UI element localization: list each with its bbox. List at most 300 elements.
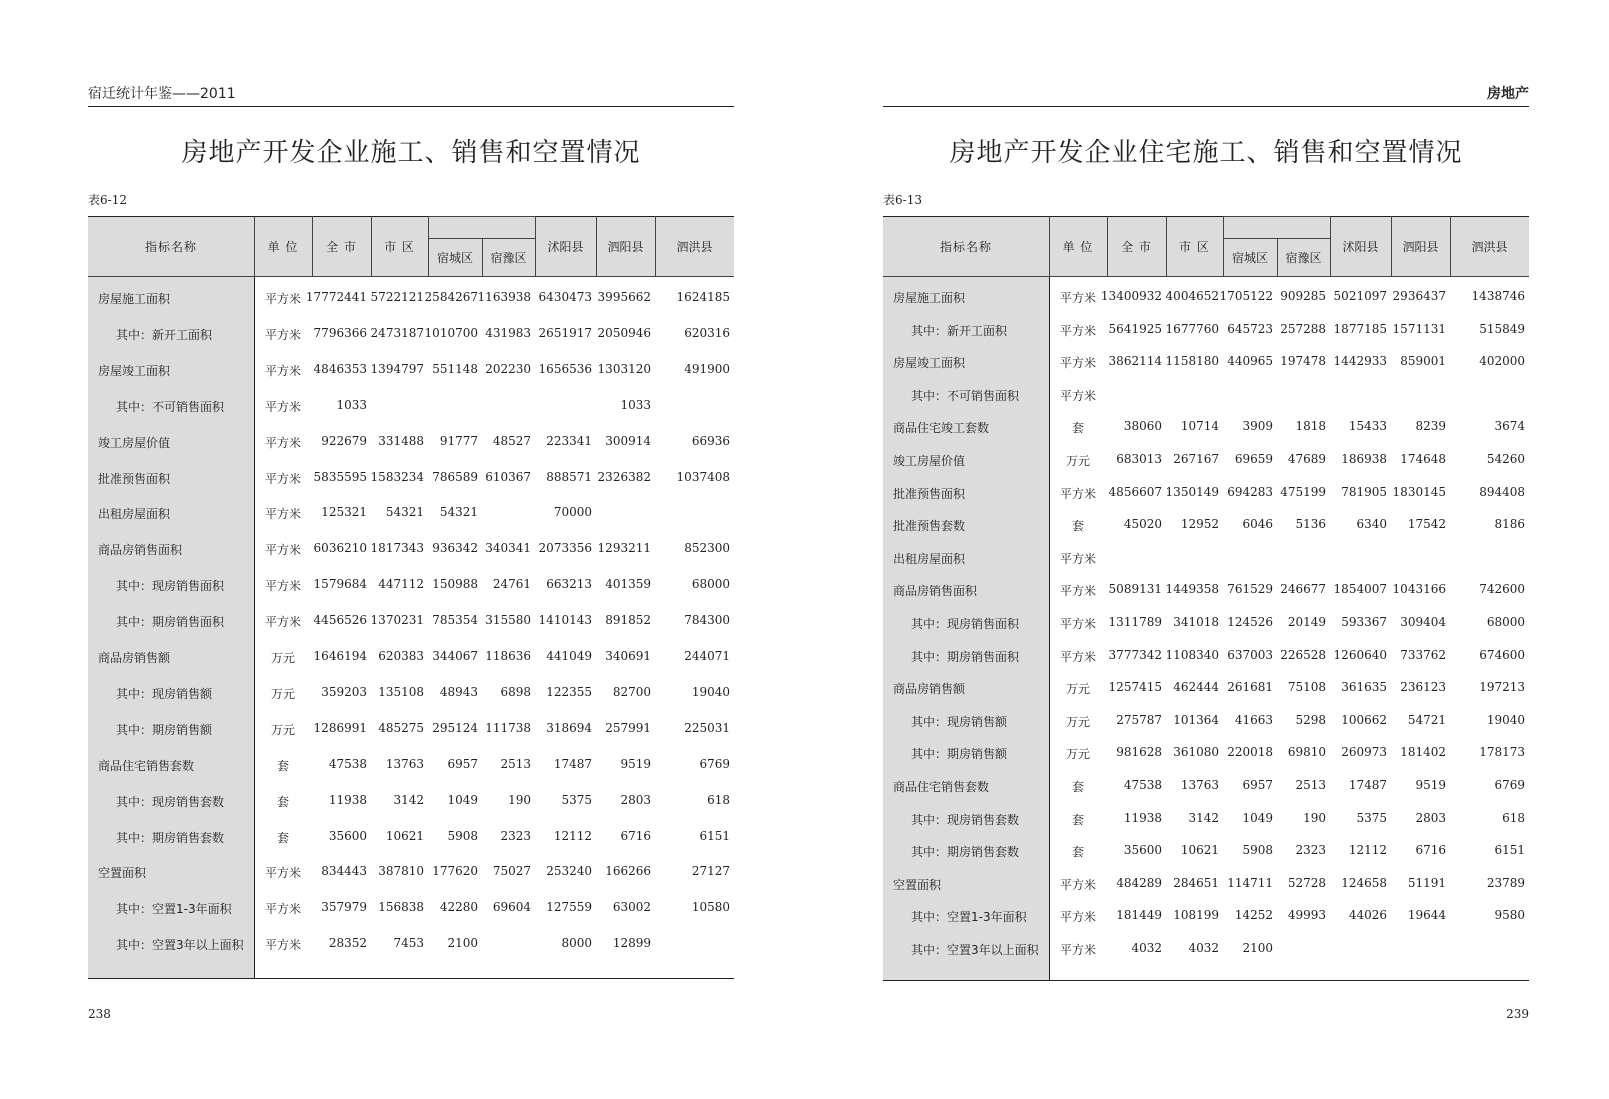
row-value: 1854007 bbox=[1333, 582, 1387, 597]
row-unit: 套 bbox=[276, 830, 289, 845]
row-label: 商品房销售面积 bbox=[98, 543, 183, 558]
table-bottom-rule bbox=[883, 980, 1529, 981]
row-value: 1571131 bbox=[1392, 321, 1446, 336]
row-value: 49993 bbox=[1287, 908, 1326, 923]
row-value: 733762 bbox=[1400, 647, 1446, 662]
table-row bbox=[88, 685, 734, 701]
table-row bbox=[88, 649, 734, 665]
row-value: 645723 bbox=[1227, 321, 1273, 336]
header-divider bbox=[428, 216, 429, 276]
row-value: 68000 bbox=[1486, 615, 1525, 629]
row-value: 5641925 bbox=[1108, 321, 1162, 336]
row-value: 1394797 bbox=[370, 361, 424, 376]
row-value: 9519 bbox=[1415, 778, 1446, 792]
row-value: 75108 bbox=[1287, 680, 1326, 695]
row-label: 其中：空置3年以上面积 bbox=[116, 938, 244, 953]
row-value: 12112 bbox=[1348, 843, 1387, 858]
row-label: 出租房屋面积 bbox=[893, 551, 966, 566]
table-row bbox=[883, 550, 1529, 566]
table-row bbox=[883, 452, 1529, 468]
row-unit: 平方米 bbox=[1059, 486, 1096, 501]
row-value: 401359 bbox=[605, 577, 651, 592]
table-top-rule bbox=[883, 216, 1529, 217]
row-value: 17772441 bbox=[305, 290, 367, 304]
page-number: 239 bbox=[1506, 1007, 1529, 1021]
table-row bbox=[88, 613, 734, 629]
row-value: 361635 bbox=[1341, 680, 1387, 695]
table-row bbox=[883, 941, 1529, 957]
row-value: 4032 bbox=[1131, 941, 1162, 955]
row-unit: 平方米 bbox=[1059, 617, 1096, 631]
table-row bbox=[88, 864, 734, 880]
row-value: 1818 bbox=[1295, 419, 1326, 434]
row-label: 房屋施工面积 bbox=[893, 291, 966, 305]
row-value: 197478 bbox=[1280, 354, 1326, 369]
table-row bbox=[88, 757, 734, 773]
running-head-text: 房地产 bbox=[1487, 86, 1529, 102]
row-value: 20149 bbox=[1287, 615, 1326, 629]
row-value: 341018 bbox=[1173, 615, 1219, 629]
row-value: 2513 bbox=[500, 756, 531, 771]
row-unit: 平方米 bbox=[264, 615, 301, 630]
row-value: 1108340 bbox=[1165, 647, 1219, 662]
row-value: 694283 bbox=[1227, 484, 1273, 499]
row-label: 空置面积 bbox=[98, 866, 147, 881]
header-unit: 单 位 bbox=[1062, 240, 1094, 254]
row-value: 13763 bbox=[385, 756, 424, 771]
row-unit: 平方米 bbox=[1059, 910, 1096, 925]
header-rule bbox=[883, 276, 1529, 277]
row-value: 6957 bbox=[1242, 778, 1273, 792]
row-value: 2803 bbox=[620, 792, 651, 807]
row-value: 19040 bbox=[691, 684, 730, 699]
row-value: 402000 bbox=[1479, 354, 1525, 369]
row-unit: 平方米 bbox=[264, 543, 301, 558]
header-sucheng: 宿城区 bbox=[436, 251, 473, 265]
row-label: 其中：期房销售面积 bbox=[116, 615, 225, 630]
row-value: 2936437 bbox=[1392, 289, 1446, 303]
table-row bbox=[883, 615, 1529, 631]
row-label: 其中：期房销售套数 bbox=[116, 830, 225, 845]
row-value: 181402 bbox=[1400, 745, 1446, 760]
row-value: 257288 bbox=[1280, 321, 1326, 336]
row-value: 2073356 bbox=[538, 541, 592, 556]
row-value: 1286991 bbox=[313, 720, 367, 735]
row-value: 1260640 bbox=[1333, 647, 1387, 662]
row-value: 3862114 bbox=[1108, 354, 1162, 369]
row-unit: 平方米 bbox=[264, 363, 301, 378]
row-value: 174648 bbox=[1400, 452, 1446, 466]
row-value: 2050946 bbox=[597, 325, 651, 340]
row-value: 12952 bbox=[1180, 517, 1219, 532]
row-value: 5908 bbox=[447, 828, 478, 843]
row-value: 54321 bbox=[439, 505, 478, 520]
row-value: 551148 bbox=[432, 361, 478, 376]
row-label: 房屋竣工面积 bbox=[98, 363, 171, 378]
row-value: 253240 bbox=[546, 864, 592, 879]
row-value: 5835595 bbox=[313, 469, 367, 484]
row-value: 190 bbox=[1303, 810, 1326, 825]
row-value: 8000 bbox=[561, 936, 592, 951]
row-value: 9580 bbox=[1494, 908, 1525, 923]
row-value: 2513 bbox=[1295, 778, 1326, 792]
row-value: 70000 bbox=[553, 505, 592, 520]
row-value: 275787 bbox=[1116, 712, 1162, 727]
table-number: 表6-13 bbox=[883, 193, 922, 207]
row-value: 190 bbox=[508, 792, 531, 807]
data-table bbox=[88, 216, 734, 978]
row-value: 10621 bbox=[1180, 843, 1219, 858]
row-label: 批准预售面积 bbox=[98, 471, 171, 486]
row-label: 其中：期房销售面积 bbox=[911, 649, 1020, 664]
row-value: 1033 bbox=[336, 397, 367, 412]
row-value: 261681 bbox=[1227, 680, 1273, 695]
row-value: 2473187 bbox=[370, 325, 424, 340]
row-value: 7796366 bbox=[313, 325, 367, 340]
row-label: 其中：现房销售套数 bbox=[116, 794, 225, 809]
row-value: 6036210 bbox=[313, 541, 367, 556]
row-value: 6716 bbox=[1415, 843, 1446, 858]
table-row bbox=[88, 900, 734, 916]
row-value: 1442933 bbox=[1333, 354, 1387, 369]
header-siyang: 泗阳县 bbox=[1402, 240, 1439, 254]
row-value: 44026 bbox=[1348, 908, 1387, 923]
row-value: 5375 bbox=[1356, 810, 1387, 825]
row-unit: 平方米 bbox=[1059, 649, 1096, 664]
row-unit: 平方米 bbox=[1059, 356, 1096, 371]
row-value: 35600 bbox=[328, 828, 367, 843]
row-value: 225031 bbox=[684, 720, 730, 735]
header-total: 全 市 bbox=[1121, 240, 1152, 254]
row-value: 8186 bbox=[1494, 517, 1525, 532]
row-value: 1303120 bbox=[597, 361, 651, 376]
row-value: 4456526 bbox=[313, 613, 367, 628]
row-value: 27127 bbox=[691, 864, 730, 879]
row-label: 其中：期房销售额 bbox=[911, 747, 1008, 762]
row-value: 127559 bbox=[546, 900, 592, 915]
row-label: 其中：空置3年以上面积 bbox=[911, 943, 1039, 957]
row-value: 122355 bbox=[546, 684, 592, 699]
table-row bbox=[883, 387, 1529, 403]
row-value: 786589 bbox=[432, 469, 478, 484]
row-value: 331488 bbox=[378, 433, 424, 448]
row-value: 41663 bbox=[1234, 712, 1273, 727]
row-value: 1350149 bbox=[1165, 484, 1219, 499]
row-value: 51191 bbox=[1407, 875, 1446, 890]
row-unit: 万元 bbox=[1065, 747, 1090, 762]
row-value: 2651917 bbox=[538, 325, 592, 340]
row-value: 683013 bbox=[1116, 452, 1162, 466]
row-value: 431983 bbox=[485, 325, 531, 340]
table-row bbox=[883, 354, 1529, 370]
row-unit: 套 bbox=[276, 794, 289, 809]
row-unit: 万元 bbox=[270, 651, 295, 665]
row-value: 5722121 bbox=[370, 290, 424, 304]
header-indicator-name: 指标名称 bbox=[939, 240, 992, 254]
row-value: 637003 bbox=[1227, 647, 1273, 662]
row-value: 45020 bbox=[1123, 517, 1162, 532]
row-label: 商品房销售面积 bbox=[893, 584, 978, 599]
table-row bbox=[88, 829, 734, 845]
table-row bbox=[883, 745, 1529, 761]
row-label: 其中：现房销售额 bbox=[911, 714, 1008, 729]
row-value: 620316 bbox=[684, 325, 730, 340]
row-value: 441049 bbox=[546, 649, 592, 663]
row-value: 54721 bbox=[1407, 712, 1446, 727]
row-value: 3777342 bbox=[1108, 647, 1162, 662]
row-label: 空置面积 bbox=[893, 877, 942, 892]
row-value: 260973 bbox=[1341, 745, 1387, 760]
row-value: 3995662 bbox=[597, 290, 651, 304]
table-top-rule bbox=[88, 216, 734, 217]
table-row bbox=[88, 541, 734, 557]
table-row bbox=[88, 505, 734, 521]
header-divider bbox=[1223, 216, 1224, 276]
row-value: 156838 bbox=[378, 900, 424, 915]
table-row bbox=[88, 434, 734, 450]
header-siyang: 泗阳县 bbox=[607, 240, 644, 254]
row-value: 15433 bbox=[1348, 419, 1387, 434]
row-value: 2100 bbox=[1242, 941, 1273, 955]
row-value: 10580 bbox=[691, 900, 730, 915]
row-value: 63002 bbox=[612, 900, 651, 915]
row-unit: 套 bbox=[1071, 519, 1084, 534]
table-row bbox=[883, 908, 1529, 924]
row-value: 38060 bbox=[1123, 419, 1162, 434]
row-unit: 平方米 bbox=[264, 579, 301, 594]
table-row bbox=[883, 517, 1529, 533]
row-value: 491900 bbox=[684, 361, 730, 376]
row-value: 135108 bbox=[378, 684, 424, 699]
table-row bbox=[88, 470, 734, 486]
row-value: 361080 bbox=[1173, 745, 1219, 760]
row-value: 981628 bbox=[1116, 745, 1162, 760]
row-value: 1311789 bbox=[1108, 615, 1162, 629]
row-unit: 万元 bbox=[1065, 714, 1090, 729]
row-value: 6769 bbox=[699, 756, 730, 771]
row-value: 1705122 bbox=[1219, 289, 1273, 303]
row-value: 344067 bbox=[432, 649, 478, 663]
row-value: 267167 bbox=[1173, 452, 1219, 466]
row-value: 186938 bbox=[1341, 452, 1387, 466]
row-value: 515849 bbox=[1479, 321, 1525, 336]
row-label: 商品房销售额 bbox=[893, 682, 966, 697]
right-page bbox=[883, 0, 1529, 1099]
row-value: 23789 bbox=[1486, 875, 1525, 890]
row-value: 6151 bbox=[699, 828, 730, 843]
row-value: 181449 bbox=[1116, 908, 1162, 923]
row-value: 178173 bbox=[1479, 745, 1525, 760]
subheader-top-rule bbox=[428, 216, 535, 217]
row-value: 891852 bbox=[605, 613, 651, 628]
row-unit: 万元 bbox=[1065, 454, 1090, 468]
row-label: 其中：新开工面积 bbox=[911, 323, 1008, 338]
row-value: 223341 bbox=[546, 433, 592, 448]
row-value: 2803 bbox=[1415, 810, 1446, 825]
row-value: 244071 bbox=[684, 649, 730, 663]
row-value: 2100 bbox=[447, 936, 478, 951]
subheader-top-rule bbox=[1223, 216, 1330, 217]
row-value: 69810 bbox=[1287, 745, 1326, 760]
row-unit: 套 bbox=[1071, 421, 1084, 436]
row-label: 竣工房屋价值 bbox=[893, 454, 966, 468]
row-value: 485275 bbox=[378, 720, 424, 735]
row-value: 618 bbox=[1502, 810, 1525, 825]
row-value: 357979 bbox=[321, 900, 367, 915]
row-value: 859001 bbox=[1400, 354, 1446, 369]
row-unit: 平方米 bbox=[264, 435, 301, 450]
table-row bbox=[883, 843, 1529, 859]
table-row bbox=[88, 577, 734, 593]
table-row bbox=[883, 322, 1529, 338]
row-value: 177620 bbox=[432, 864, 478, 879]
row-value: 1257415 bbox=[1108, 680, 1162, 695]
table-row bbox=[883, 419, 1529, 435]
row-value: 48943 bbox=[439, 684, 478, 699]
row-value: 54321 bbox=[385, 505, 424, 520]
row-value: 2323 bbox=[1295, 843, 1326, 858]
row-value: 1037408 bbox=[676, 469, 730, 484]
row-value: 6957 bbox=[447, 756, 478, 771]
row-value: 150988 bbox=[432, 577, 478, 592]
row-value: 4856607 bbox=[1108, 484, 1162, 499]
row-unit: 万元 bbox=[1065, 682, 1090, 697]
running-head bbox=[883, 84, 1529, 107]
row-value: 12112 bbox=[553, 828, 592, 843]
table-row bbox=[88, 290, 734, 306]
row-value: 166266 bbox=[605, 864, 651, 879]
row-value: 834443 bbox=[321, 864, 367, 879]
row-value: 6340 bbox=[1356, 517, 1387, 532]
row-value: 75027 bbox=[492, 864, 531, 879]
header-sihong: 泗洪县 bbox=[676, 240, 713, 254]
row-label: 其中：空置1-3年面积 bbox=[911, 910, 1027, 925]
table-row bbox=[883, 680, 1529, 696]
row-value: 340341 bbox=[485, 541, 531, 556]
row-value: 1677760 bbox=[1165, 321, 1219, 336]
table-row bbox=[883, 485, 1529, 501]
table-number: 表6-12 bbox=[88, 193, 127, 207]
row-value: 13400932 bbox=[1100, 289, 1162, 303]
row-value: 852300 bbox=[684, 541, 730, 556]
data-table bbox=[883, 216, 1529, 980]
row-value: 909285 bbox=[1280, 289, 1326, 303]
row-value: 1877185 bbox=[1333, 321, 1387, 336]
row-value: 1049 bbox=[1242, 810, 1273, 825]
row-value: 24761 bbox=[492, 577, 531, 592]
row-value: 5908 bbox=[1242, 843, 1273, 858]
row-value: 257991 bbox=[605, 720, 651, 735]
row-value: 359203 bbox=[321, 684, 367, 699]
row-value: 68000 bbox=[691, 577, 730, 592]
row-value: 300914 bbox=[605, 433, 651, 448]
row-value: 69604 bbox=[492, 900, 531, 915]
row-value: 6046 bbox=[1242, 517, 1273, 532]
row-value: 17487 bbox=[553, 756, 592, 771]
row-value: 13763 bbox=[1180, 778, 1219, 792]
row-unit: 万元 bbox=[270, 722, 295, 737]
row-value: 6898 bbox=[500, 684, 531, 699]
header-total: 全 市 bbox=[326, 240, 357, 254]
table-row bbox=[88, 721, 734, 737]
row-value: 742600 bbox=[1479, 582, 1525, 597]
row-value: 42280 bbox=[439, 900, 478, 915]
row-value: 781905 bbox=[1341, 484, 1387, 499]
row-label: 其中：新开工面积 bbox=[116, 327, 213, 342]
row-value: 111738 bbox=[485, 720, 531, 735]
row-value: 2323 bbox=[500, 828, 531, 843]
row-unit: 平方米 bbox=[264, 938, 301, 953]
row-label: 其中：现房销售面积 bbox=[116, 579, 225, 594]
row-value: 593367 bbox=[1341, 615, 1387, 629]
row-value: 2326382 bbox=[597, 469, 651, 484]
row-value: 1163938 bbox=[477, 290, 531, 304]
row-value: 894408 bbox=[1479, 484, 1525, 499]
row-value: 761529 bbox=[1227, 582, 1273, 597]
left-page bbox=[88, 0, 734, 1099]
row-value: 5021097 bbox=[1333, 289, 1387, 303]
row-value: 48527 bbox=[492, 433, 531, 448]
row-value: 922679 bbox=[321, 433, 367, 448]
row-value: 1817343 bbox=[370, 541, 424, 556]
row-value: 888571 bbox=[546, 469, 592, 484]
row-label: 房屋竣工面积 bbox=[893, 356, 966, 371]
row-value: 226528 bbox=[1280, 647, 1326, 662]
row-value: 3909 bbox=[1242, 419, 1273, 434]
table-row bbox=[883, 648, 1529, 664]
row-value: 1624185 bbox=[676, 290, 730, 304]
row-value: 11938 bbox=[328, 792, 367, 807]
row-label: 其中：空置1-3年面积 bbox=[116, 902, 232, 917]
row-value: 19040 bbox=[1486, 712, 1525, 727]
header-sucheng: 宿城区 bbox=[1231, 251, 1268, 265]
row-label: 批准预售面积 bbox=[893, 486, 966, 501]
row-value: 5375 bbox=[561, 792, 592, 807]
row-value: 124658 bbox=[1341, 875, 1387, 890]
row-value: 674600 bbox=[1479, 647, 1525, 662]
row-value: 8239 bbox=[1415, 419, 1446, 434]
page-number: 238 bbox=[88, 1007, 111, 1021]
table-row bbox=[883, 582, 1529, 598]
row-unit: 平方米 bbox=[1059, 551, 1096, 566]
row-label: 竣工房屋价值 bbox=[98, 435, 171, 450]
row-value: 19644 bbox=[1407, 908, 1446, 923]
row-label: 出租房屋面积 bbox=[98, 507, 171, 522]
table-row bbox=[88, 326, 734, 342]
row-value: 318694 bbox=[546, 720, 592, 735]
table-row bbox=[88, 398, 734, 414]
row-value: 4004652 bbox=[1165, 289, 1219, 303]
row-unit: 平方米 bbox=[264, 507, 301, 522]
table-row bbox=[883, 778, 1529, 794]
row-value: 1646194 bbox=[313, 649, 367, 663]
row-value: 17487 bbox=[1348, 778, 1387, 792]
row-value: 100662 bbox=[1341, 712, 1387, 727]
row-value: 6430473 bbox=[538, 290, 592, 304]
row-value: 220018 bbox=[1227, 745, 1273, 760]
row-value: 1449358 bbox=[1165, 582, 1219, 597]
row-unit: 平方米 bbox=[1059, 584, 1096, 599]
header-shuyang: 沭阳县 bbox=[547, 240, 584, 254]
row-value: 3142 bbox=[1188, 810, 1219, 825]
row-value: 284651 bbox=[1173, 875, 1219, 890]
row-value: 125321 bbox=[321, 505, 367, 520]
row-value: 1293211 bbox=[597, 541, 651, 556]
row-value: 197213 bbox=[1479, 680, 1525, 695]
row-value: 12899 bbox=[612, 936, 651, 951]
row-value: 54260 bbox=[1486, 452, 1525, 466]
running-head-text: 宿迁统计年鉴——2011 bbox=[88, 86, 236, 102]
